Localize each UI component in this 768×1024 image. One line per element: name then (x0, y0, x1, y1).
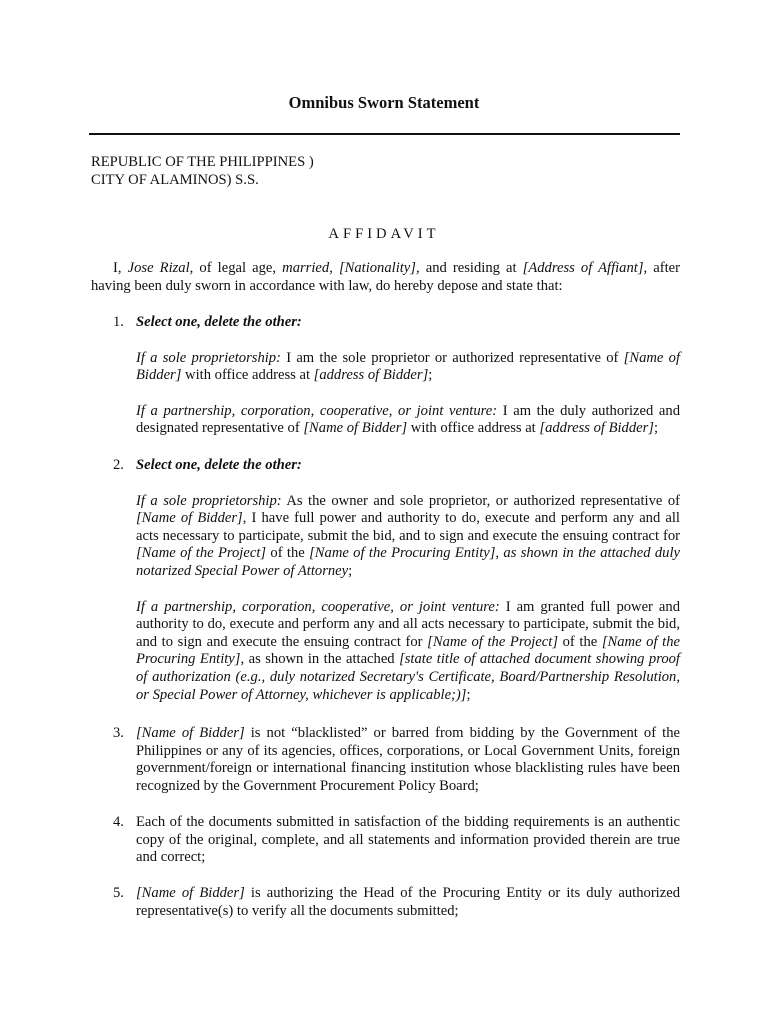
item-text: is authorizing the Head of the Procuring Entity or its duly authorized representative(s) to verify all the documents submitted; (136, 885, 680, 919)
option-text: with office address at (407, 420, 540, 437)
option-text: with office address at (181, 367, 314, 384)
option-text: I am granted full power and authority to do, execute and perform any and all acts necessary to participate, submit the bid, and to sign and execute the ensuing contract for (136, 598, 680, 650)
option-text: ; (653, 420, 659, 437)
option-label: If a partnership, corporation, cooperative, or joint venture: (136, 598, 500, 615)
option-label: If a partnership, corporation, cooperative, or joint venture: (136, 402, 498, 419)
intro-prefix: I, (113, 260, 128, 276)
list-item-5 (91, 885, 680, 920)
option-text: of the (266, 545, 310, 562)
option-text: As the owner and sole proprietor, or authorized representative of (281, 492, 681, 509)
list-item-2 (91, 457, 680, 704)
item-text: is not “blacklisted” or barred from bidding by the Government of the Philippines or any of its agencies, offices, corporations, or Local Government Units, foreign government/foreign or international financing institution whose blacklisting rules have been recognized by the Government Procurement Policy Board; (136, 725, 680, 794)
item-number: 5. (113, 885, 124, 901)
select-instruction: Select one, delete the other: (136, 314, 302, 330)
intro-text: , of legal age, (189, 260, 283, 276)
project-placeholder: [Name of the Project] (427, 633, 558, 650)
item-number: 2. (113, 457, 124, 473)
item-number: 3. (113, 725, 124, 741)
bidder-placeholder: [Name of Bidder] (303, 420, 408, 437)
intro-text: , and residing at (415, 260, 523, 276)
option-text: I am the duly authorized and designated representative of (136, 402, 680, 437)
affiant-nationality: [Nationality] (338, 260, 416, 276)
option-text: of the (558, 633, 602, 650)
list-item-1 (91, 314, 680, 438)
sole-proprietorship-option (136, 493, 680, 581)
option-text: , as shown in the attached (240, 651, 400, 668)
bidder-placeholder: [Name of Bidder] (136, 510, 243, 527)
intro-text: , (329, 260, 339, 276)
intro-text: , after having been duly sworn in accordance with law, do hereby depose and state that: (91, 260, 680, 294)
option-text: , I have full power and authority to do, execute and perform any and all acts necessary to participate, submit the bid, and to sign and execute the ensuing contract for (136, 510, 680, 544)
item-number: 1. (113, 314, 124, 330)
select-instruction: Select one, delete the other: (136, 457, 302, 473)
bidder-placeholder: [Name of Bidder] (136, 349, 680, 384)
project-placeholder: [Name of the Project] (136, 545, 267, 562)
option-text: ; (428, 367, 433, 384)
affidavit-heading: AFFIDAVIT (328, 226, 440, 242)
affiant-civil-status: married (282, 260, 330, 276)
option-label: If a sole proprietorship: (136, 492, 282, 509)
option-text: I am the sole proprietor or authorized representative of (280, 349, 624, 366)
document-title: Omnibus Sworn Statement (288, 93, 480, 112)
option-text: ; (466, 686, 471, 703)
entity-placeholder: [Name of the Procuring Entity], as shown in the attached duly notarized Special Power of Attorney (136, 545, 680, 579)
address-placeholder: [address of Bidder] (539, 420, 654, 437)
list-item-3 (91, 725, 680, 795)
title-divider (89, 133, 680, 135)
item-number: 4. (113, 814, 124, 830)
address-placeholder: [address of Bidder] (313, 367, 429, 384)
venue-city: CITY OF ALAMINOS) S.S. (91, 171, 259, 188)
affiant-name: Jose Rizal (127, 260, 190, 276)
sole-proprietorship-option (136, 350, 680, 385)
bidder-placeholder: [Name of Bidder] (136, 885, 245, 901)
list-item-4 (91, 814, 680, 867)
affiant-address: [Address of Affiant] (522, 260, 644, 276)
document-placeholder: [state title of attached document showing proof of authorization (e.g., duly notarized Secretary's Certificate, Board/Partnership Resolution, or Special Power of Attorney, whichever is applicable;)] (136, 651, 680, 703)
option-label: If a sole proprietorship: (136, 349, 281, 366)
venue-republic: REPUBLIC OF THE PHILIPPINES ) (91, 154, 314, 170)
bidder-placeholder: [Name of Bidder] (136, 725, 245, 741)
venue-block (91, 154, 314, 189)
intro-paragraph (91, 260, 680, 295)
partnership-option (136, 599, 680, 705)
option-text: ; (348, 562, 353, 579)
entity-placeholder: [Name of the Procuring Entity] (136, 633, 680, 668)
item-text: Each of the documents submitted in satisfaction of the bidding requirements is an authentic copy of the original, complete, and all statements and information provided therein are true and correct; (136, 814, 680, 866)
partnership-option (136, 403, 680, 438)
